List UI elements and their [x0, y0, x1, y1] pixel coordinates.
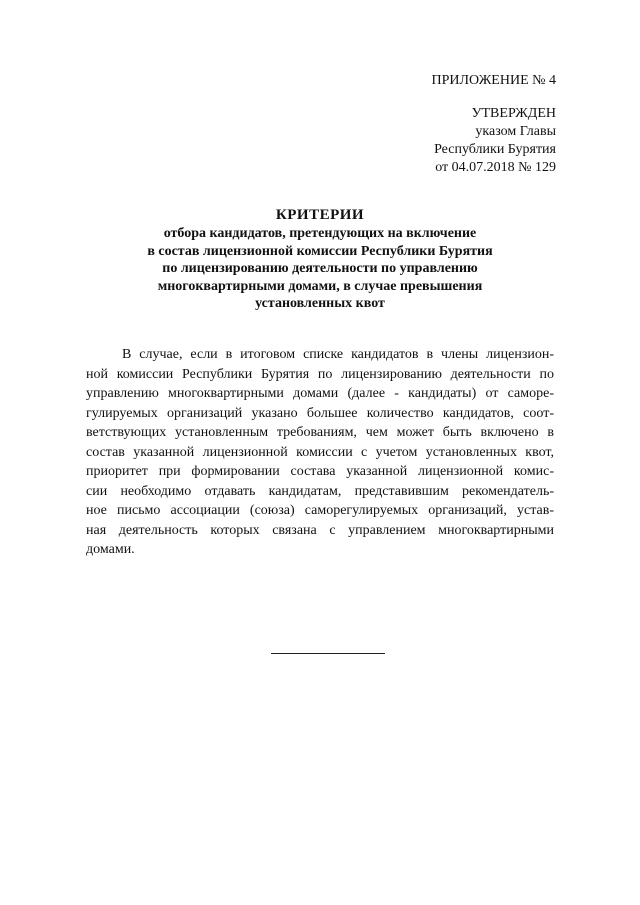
body-line: ной комиссии Республики Бурятия по лицензированию деятельности по [86, 366, 554, 382]
body-line: приоритет при формировании состава указанной лицензионной комис- [86, 464, 554, 479]
body-line: ное письмо ассоциации (союза) саморегулируемых организаций, устав- [86, 503, 554, 518]
approval-line: УТВЕРЖДЕН [471, 106, 556, 121]
document-subtitle [0, 225, 640, 313]
approval-date-line: от 04.07.2018 № 129 [435, 160, 556, 175]
subtitle-line: в состав лицензионной комиссии Республики Бурятия [147, 243, 493, 259]
body-line: гулируемых организаций указано большее количество кандидатов, соот- [86, 405, 554, 421]
body-line: домами. [86, 542, 135, 557]
body-line: ветствующих установленным требованиям, чем может быть включено в [86, 425, 554, 440]
body-line: сии необходимо отдавать кандидатам, представившим рекомендатель- [86, 483, 554, 499]
closing-separator-line [271, 653, 385, 654]
document-heading [0, 205, 640, 313]
subtitle-line: многоквартирными домами, в случае превышения [157, 278, 483, 294]
appendix-number: ПРИЛОЖЕНИЕ № 4 [431, 73, 556, 88]
body-line: В случае, если в итоговом списке кандидатов в члены лицензион- [122, 347, 554, 362]
body-line: управлению многоквартирными домами (далее - кандидаты) от саморе- [86, 386, 554, 401]
approval-line: Республики Бурятия [434, 142, 556, 157]
body-paragraph [86, 345, 554, 560]
document-title: КРИТЕРИИ [275, 207, 365, 223]
approval-block [434, 105, 556, 177]
approval-line: указом Главы [475, 124, 556, 139]
body-line: ная деятельность которых связана с управлением многоквартирными [86, 522, 554, 538]
subtitle-line: отбора кандидатов, претендующих на включение [163, 226, 477, 241]
subtitle-line: по лицензированию деятельности по управлению [162, 261, 478, 276]
subtitle-line: установленных квот [255, 296, 385, 311]
body-line: состав указанной лицензионной комиссии с учетом установленных квот, [86, 444, 554, 460]
